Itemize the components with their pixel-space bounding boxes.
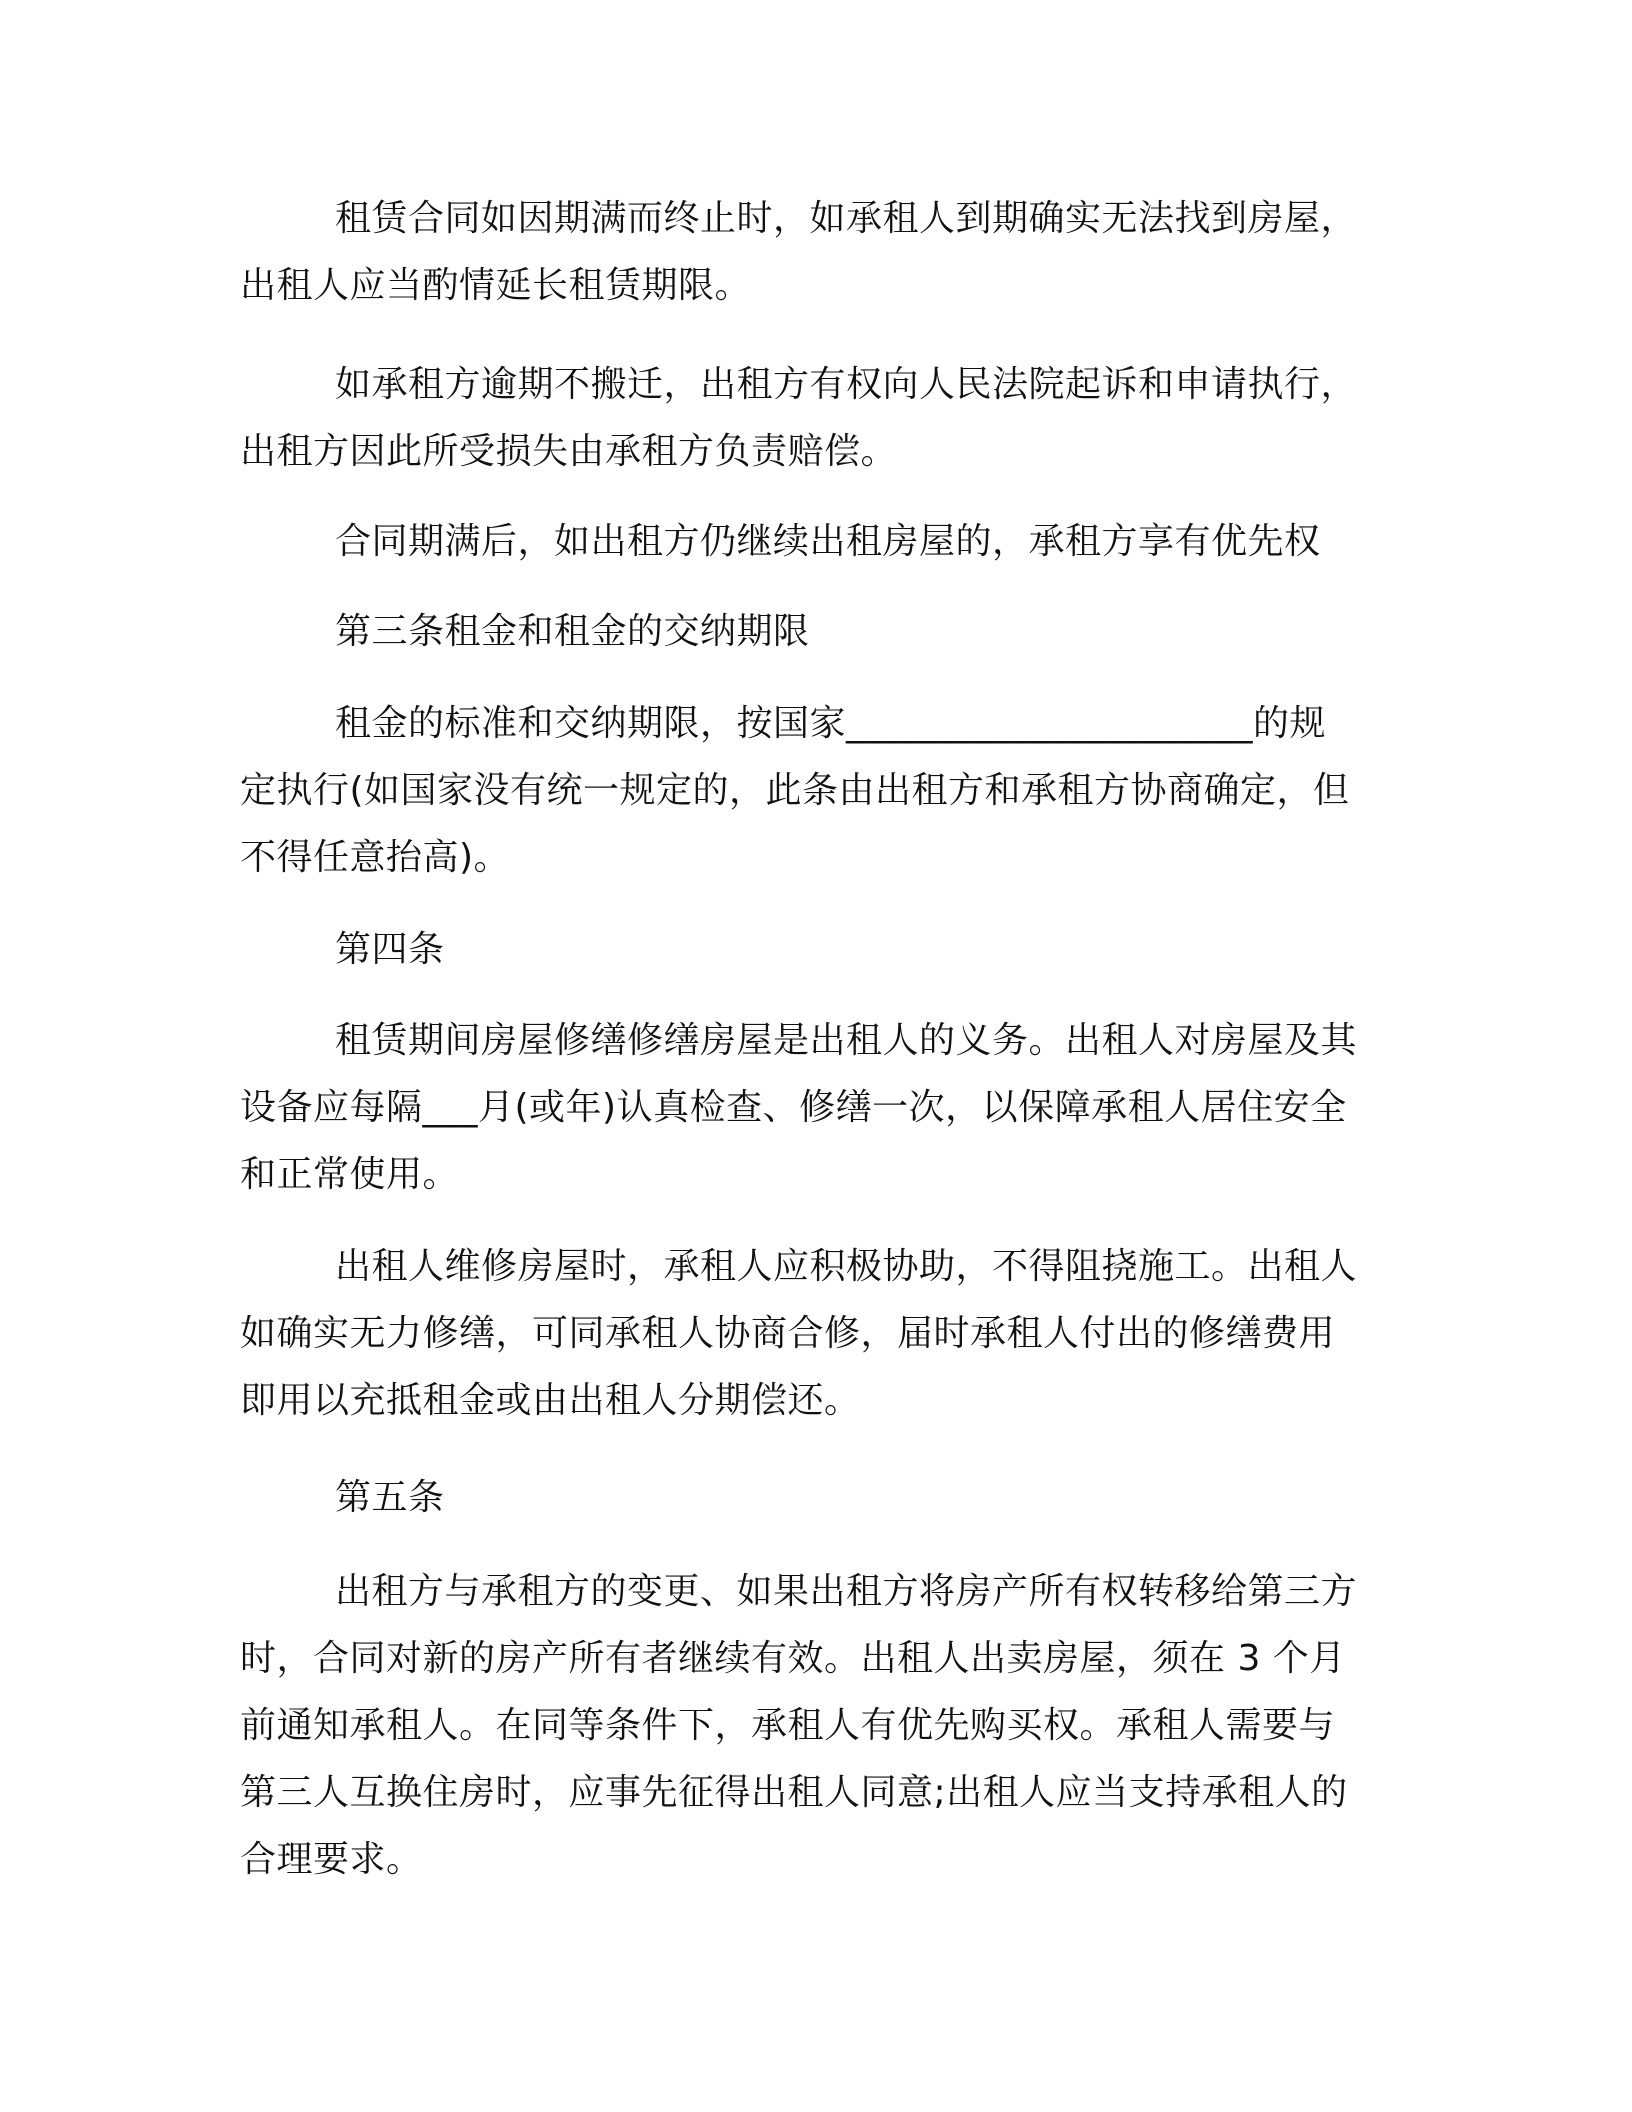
text-line: 即用以充抵租金或由出租人分期偿还。 bbox=[240, 1380, 861, 1421]
paragraph-lease-expiry bbox=[240, 185, 1390, 319]
text-line: 前通知承租人。在同等条件下，承租人有优先购买权。承租人需要与 bbox=[240, 1705, 1336, 1746]
text-line: 设备应每隔___月(或年)认真检查、修缮一次，以保障承租人居住安全 bbox=[240, 1087, 1347, 1128]
text-line: 出租方因此所受损失由承租方负责赔偿。 bbox=[240, 431, 898, 472]
text-line: 如确实无力修缮，可同承租人协商合修，届时承租人付出的修缮费用 bbox=[240, 1313, 1336, 1354]
text-line: 合同期满后，如出租方仍继续出租房屋的，承租方享有优先权 bbox=[335, 521, 1321, 562]
text-line: 租金的标准和交纳期限，按国家______________________的规 bbox=[335, 703, 1327, 744]
heading-article-5 bbox=[240, 1464, 1390, 1531]
text-line: 不得任意抬高)。 bbox=[240, 837, 511, 878]
paragraph-repair-duty bbox=[240, 1007, 1390, 1208]
heading-text: 第四条 bbox=[335, 929, 445, 970]
text-line: 定执行(如国家没有统一规定的，此条由出租方和承租方协商确定，但 bbox=[240, 770, 1350, 811]
paragraph-priority-right bbox=[240, 508, 1390, 575]
text-line: 第三人互换住房时，应事先征得出租人同意;出租人应当支持承租人的 bbox=[240, 1772, 1348, 1813]
text-line: 和正常使用。 bbox=[240, 1154, 460, 1195]
text-line: 出租方与承租方的变更、如果出租方将房产所有权转移给第三方 bbox=[335, 1571, 1358, 1612]
paragraph-overdue-relocation bbox=[240, 351, 1390, 485]
heading-text: 第五条 bbox=[335, 1477, 445, 1518]
text-line: 合理要求。 bbox=[240, 1839, 423, 1880]
text-line: 租赁合同如因期满而终止时，如承租人到期确实无法找到房屋， bbox=[335, 198, 1358, 239]
heading-article-4 bbox=[240, 916, 1390, 983]
text-line: 出租人应当酌情延长租赁期限。 bbox=[240, 265, 752, 306]
text-line: 如承租方逾期不搬迁，出租方有权向人民法院起诉和申请执行， bbox=[335, 364, 1358, 405]
text-line: 时，合同对新的房产所有者继续有效。出租人出卖房屋，须在 3 个月 bbox=[240, 1638, 1346, 1679]
heading-article-3 bbox=[240, 598, 1390, 665]
paragraph-party-change bbox=[240, 1558, 1390, 1893]
heading-text: 第三条租金和租金的交纳期限 bbox=[335, 611, 810, 652]
paragraph-repair-cooperation bbox=[240, 1233, 1390, 1434]
text-line: 出租人维修房屋时，承租人应积极协助，不得阻挠施工。出租人 bbox=[335, 1246, 1358, 1287]
text-line: 租赁期间房屋修缮修缮房屋是出租人的义务。出租人对房屋及其 bbox=[335, 1020, 1358, 1061]
paragraph-rent-standard bbox=[240, 690, 1390, 891]
